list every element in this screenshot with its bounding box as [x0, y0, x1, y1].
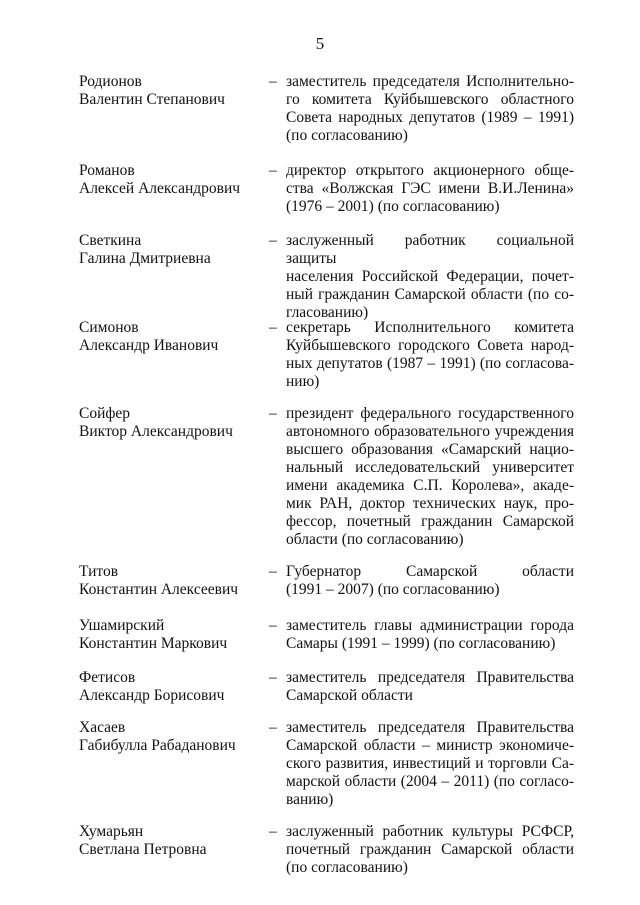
description-line: директор открытого акционерного обще- — [286, 162, 574, 179]
description-line: го комитета Куйбышевского областного — [286, 91, 574, 108]
description-line: Самарской области – министр экономиче- — [286, 737, 574, 754]
member-name — [79, 405, 269, 441]
member-surname: Светкина — [79, 232, 142, 249]
member-given-names: Светлана Петровна — [79, 841, 207, 858]
member-description — [286, 162, 574, 216]
description-line: гласованию) — [286, 304, 369, 321]
member-description — [286, 563, 574, 599]
member-given-names: Алексей Александрович — [79, 180, 241, 197]
description-line: населения Российской Федерации, почет- — [286, 268, 574, 285]
description-line: имени академика С.П. Королева», акаде- — [286, 477, 574, 494]
member-given-names: Александр Борисович — [79, 687, 225, 704]
member-surname: Хумарьян — [79, 823, 144, 840]
description-line: (по согласованию) — [286, 859, 408, 876]
description-line: фессор, почетный гражданин Самарской — [286, 513, 574, 530]
member-surname: Родионов — [79, 73, 142, 90]
member-name — [79, 319, 269, 355]
page-number: 5 — [315, 34, 325, 53]
entry-dash: – — [269, 823, 277, 840]
entry-dash: – — [269, 232, 277, 249]
description-line: заместитель председателя Правительства — [286, 719, 574, 736]
member-surname: Ушамирский — [79, 617, 165, 634]
member-name — [79, 563, 269, 599]
member-description — [286, 719, 574, 809]
member-surname: Фетисов — [79, 669, 136, 686]
description-line: автономного образовательного учреждения — [286, 423, 574, 440]
entry-dash: – — [269, 563, 277, 580]
description-line: заместитель председателя Исполнительно- — [286, 73, 574, 90]
member-surname: Симонов — [79, 319, 139, 336]
member-name — [79, 823, 269, 859]
member-description — [286, 669, 574, 705]
description-line: высшего образования «Самарский нацио- — [286, 441, 574, 458]
member-description — [286, 617, 574, 653]
description-line: заслуженный работник культуры РСФСР, — [286, 823, 574, 840]
description-line: Самары (1991 – 1999) (по согласованию) — [286, 635, 556, 652]
member-description — [286, 73, 574, 145]
entry-dash: – — [269, 319, 277, 336]
member-surname: Хасаев — [79, 719, 126, 736]
member-name — [79, 617, 269, 653]
description-line: Самарской области — [286, 687, 413, 704]
member-given-names: Галина Дмитриевна — [79, 250, 211, 267]
description-line: президент федерального государственного — [286, 405, 574, 422]
description-line: ванию) — [286, 791, 334, 808]
entry-dash: – — [269, 719, 277, 736]
description-line: нальный исследовательский университет — [286, 459, 574, 476]
description-line: нию) — [286, 373, 320, 390]
member-given-names: Константин Алексеевич — [79, 581, 239, 598]
entry-dash: – — [269, 162, 277, 179]
description-line: ных депутатов (1987 – 1991) (по согласова- — [286, 355, 574, 372]
member-name — [79, 162, 269, 198]
member-name — [79, 669, 269, 705]
description-line: секретарь Исполнительного комитета — [286, 319, 574, 336]
member-name — [79, 73, 269, 109]
description-line: мик РАН, доктор технических наук, про- — [286, 495, 574, 512]
description-line: (по согласованию) — [286, 127, 408, 144]
member-name — [79, 719, 269, 755]
description-line: области (по согласованию) — [286, 531, 464, 548]
entry-dash: – — [269, 73, 277, 90]
description-line: марской области (2004 – 2011) (по согласо- — [286, 773, 574, 790]
entry-dash: – — [269, 617, 277, 634]
description-line: (1991 – 2007) (по согласованию) — [286, 581, 500, 598]
description-line: (1976 – 2001) (по согласованию) — [286, 198, 500, 215]
description-line: заместитель главы администрации города — [286, 617, 574, 634]
member-given-names: Габибулла Рабаданович — [79, 737, 236, 754]
member-description — [286, 823, 574, 877]
member-name — [79, 232, 269, 268]
description-line: заслуженный работник социальной защиты — [286, 232, 574, 267]
entry-dash: – — [269, 669, 277, 686]
member-surname: Сойфер — [79, 405, 131, 422]
member-surname: Титов — [79, 563, 119, 580]
member-given-names: Александр Иванович — [79, 337, 219, 354]
member-description — [286, 232, 574, 322]
description-line: Совета народных депутатов (1989 – 1991) — [286, 109, 574, 126]
member-description — [286, 319, 574, 391]
description-line: почетный гражданин Самарской области — [286, 841, 574, 858]
member-given-names: Валентин Степанович — [79, 91, 225, 108]
description-line: ный гражданин Самарской области (по со- — [286, 286, 574, 303]
description-line: Губернатор Самарской области — [286, 563, 574, 580]
description-line: Куйбышевского городского Совета народ- — [286, 337, 574, 354]
member-surname: Романов — [79, 162, 135, 179]
description-line: ства «Волжская ГЭС имени В.И.Ленина» — [286, 180, 574, 197]
member-given-names: Виктор Александрович — [79, 423, 233, 440]
description-line: ского развития, инвестиций и торговли Са- — [286, 755, 574, 772]
entry-dash: – — [269, 405, 277, 422]
description-line: заместитель председателя Правительства — [286, 669, 574, 686]
member-given-names: Константин Маркович — [79, 635, 228, 652]
member-description — [286, 405, 574, 549]
